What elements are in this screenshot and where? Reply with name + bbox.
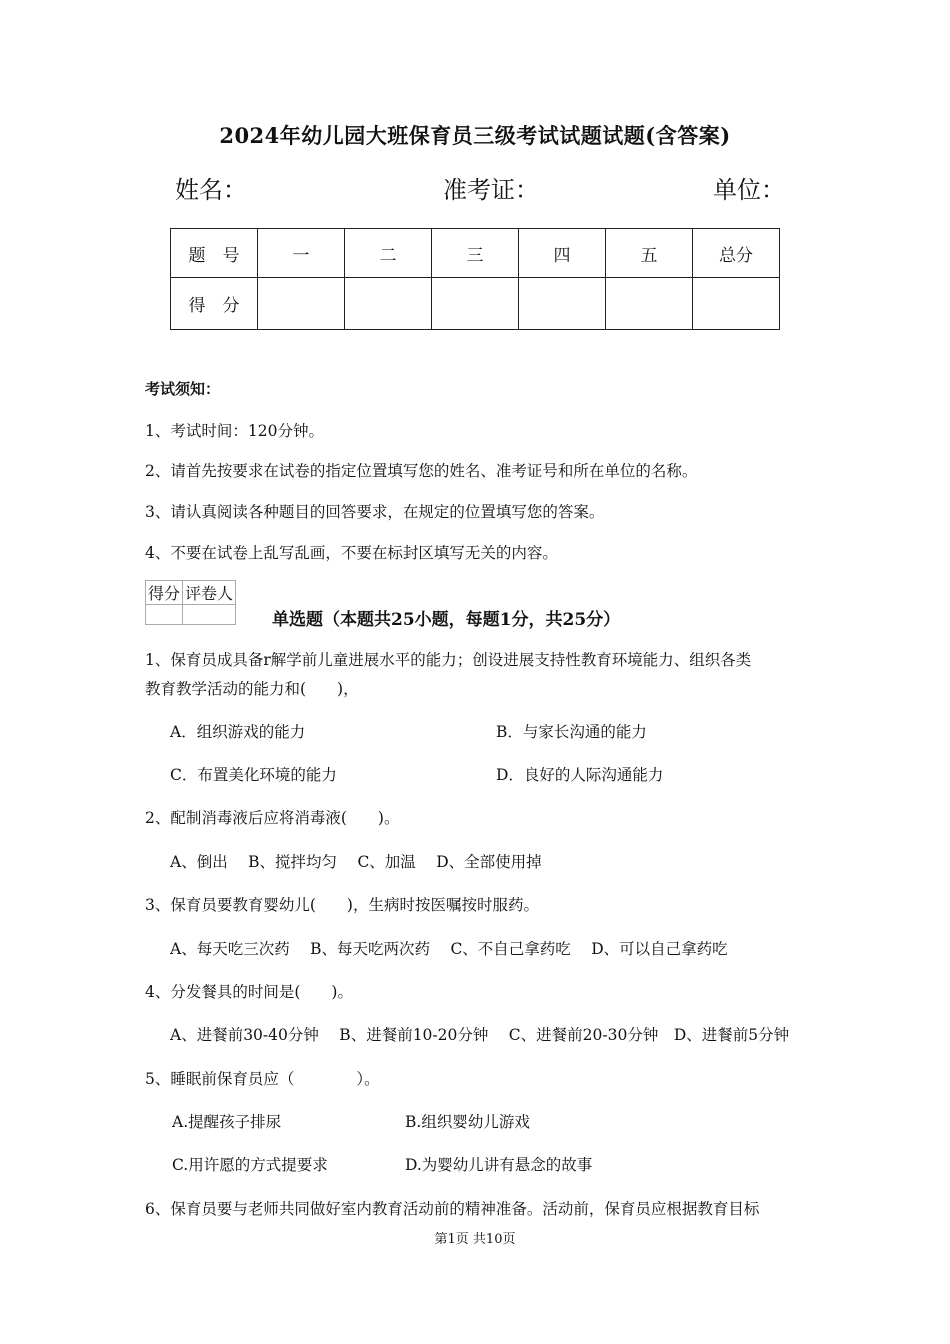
- grader-header-row: [146, 581, 236, 605]
- question-text: 1、保育员成具备r解学前儿童进展水平的能力；创设进展支持性教育环境能力、组织各类: [145, 651, 752, 669]
- score-cell[interactable]: [519, 278, 606, 330]
- question-text: 6、保育员要与老师共同做好室内教育活动前的精神准备。活动前，保育员应根据教育目标: [145, 1200, 760, 1218]
- grader-score-cell[interactable]: [146, 605, 183, 625]
- question-text: 5、睡眠前保育员应（ ）。: [145, 1070, 380, 1088]
- section-title: 单选题（本题共25小题，每题1分，共25分）: [272, 610, 621, 630]
- grader-reviewer-cell[interactable]: [183, 605, 236, 625]
- candidate-info-row: [175, 170, 785, 204]
- score-header-cell: 二: [345, 229, 432, 278]
- score-header-cell: 题 号: [171, 229, 258, 278]
- score-cell[interactable]: [258, 278, 345, 330]
- grader-box: [145, 580, 236, 625]
- question-text: 2、配制消毒液后应将消毒液( )。: [145, 809, 400, 827]
- notice-item: 2、请首先按要求在试卷的指定位置填写您的姓名、准考证号和所在单位的名称。: [145, 462, 698, 480]
- option-d[interactable]: D.为婴幼儿讲有悬念的故事: [405, 1156, 593, 1174]
- ticket-label: 准考证：: [443, 176, 539, 204]
- question-text: 教育教学活动的能力和( )，: [145, 680, 359, 698]
- score-cell[interactable]: [693, 278, 780, 330]
- grader-reviewer-label: 评卷人: [183, 581, 236, 605]
- option-b[interactable]: B.组织婴幼儿游戏: [405, 1113, 530, 1131]
- exam-title: 2024年幼儿园大班保育员三级考试试题试题(含答案): [219, 123, 731, 148]
- notice-item: 3、请认真阅读各种题目的回答要求，在规定的位置填写您的答案。: [145, 503, 605, 521]
- question-options[interactable]: A、进餐前30-40分钟 B、进餐前10-20分钟 C、进餐前20-30分钟 D、进餐前5分钟: [170, 1026, 790, 1044]
- option-d[interactable]: D．良好的人际沟通能力: [496, 766, 664, 784]
- unit-label: 单位：: [713, 176, 785, 204]
- score-table-score-row: [171, 278, 780, 330]
- score-header-cell: 五: [606, 229, 693, 278]
- score-table-header-row: [171, 229, 780, 278]
- score-row-label: 得 分: [171, 278, 258, 330]
- option-c[interactable]: C.用许愿的方式提要求: [172, 1156, 328, 1174]
- score-cell[interactable]: [432, 278, 519, 330]
- question-text: 3、保育员要教育婴幼儿( )，生病时按医嘱按时服药。: [145, 896, 539, 914]
- notice-item: 4、不要在试卷上乱写乱画，不要在标封区填写无关的内容。: [145, 544, 558, 562]
- notice-item: 1、考试时间：120分钟。: [145, 422, 324, 440]
- score-table: [170, 228, 780, 330]
- score-header-cell: 三: [432, 229, 519, 278]
- score-header-cell: 一: [258, 229, 345, 278]
- score-header-cell: 总分: [693, 229, 780, 278]
- name-label: 姓名：: [175, 176, 247, 204]
- question-options[interactable]: A、倒出 B、搅拌均匀 C、加温 D、全部使用掉: [170, 853, 542, 871]
- score-cell[interactable]: [606, 278, 693, 330]
- score-header-cell: 四: [519, 229, 606, 278]
- notice-heading: 考试须知：: [145, 380, 221, 398]
- question-options[interactable]: A、每天吃三次药 B、每天吃两次药 C、不自己拿药吃 D、可以自己拿药吃: [170, 940, 728, 958]
- score-cell[interactable]: [345, 278, 432, 330]
- grader-entry-row: [146, 605, 236, 625]
- option-a[interactable]: A．组织游戏的能力: [170, 723, 306, 741]
- option-c[interactable]: C．布置美化环境的能力: [170, 766, 337, 784]
- option-a[interactable]: A.提醒孩子排尿: [172, 1113, 282, 1131]
- page-footer: 第1页 共10页: [434, 1232, 516, 1247]
- grader-score-label: 得分: [146, 581, 183, 605]
- option-b[interactable]: B．与家长沟通的能力: [496, 723, 647, 741]
- question-text: 4、分发餐具的时间是( )。: [145, 983, 353, 1001]
